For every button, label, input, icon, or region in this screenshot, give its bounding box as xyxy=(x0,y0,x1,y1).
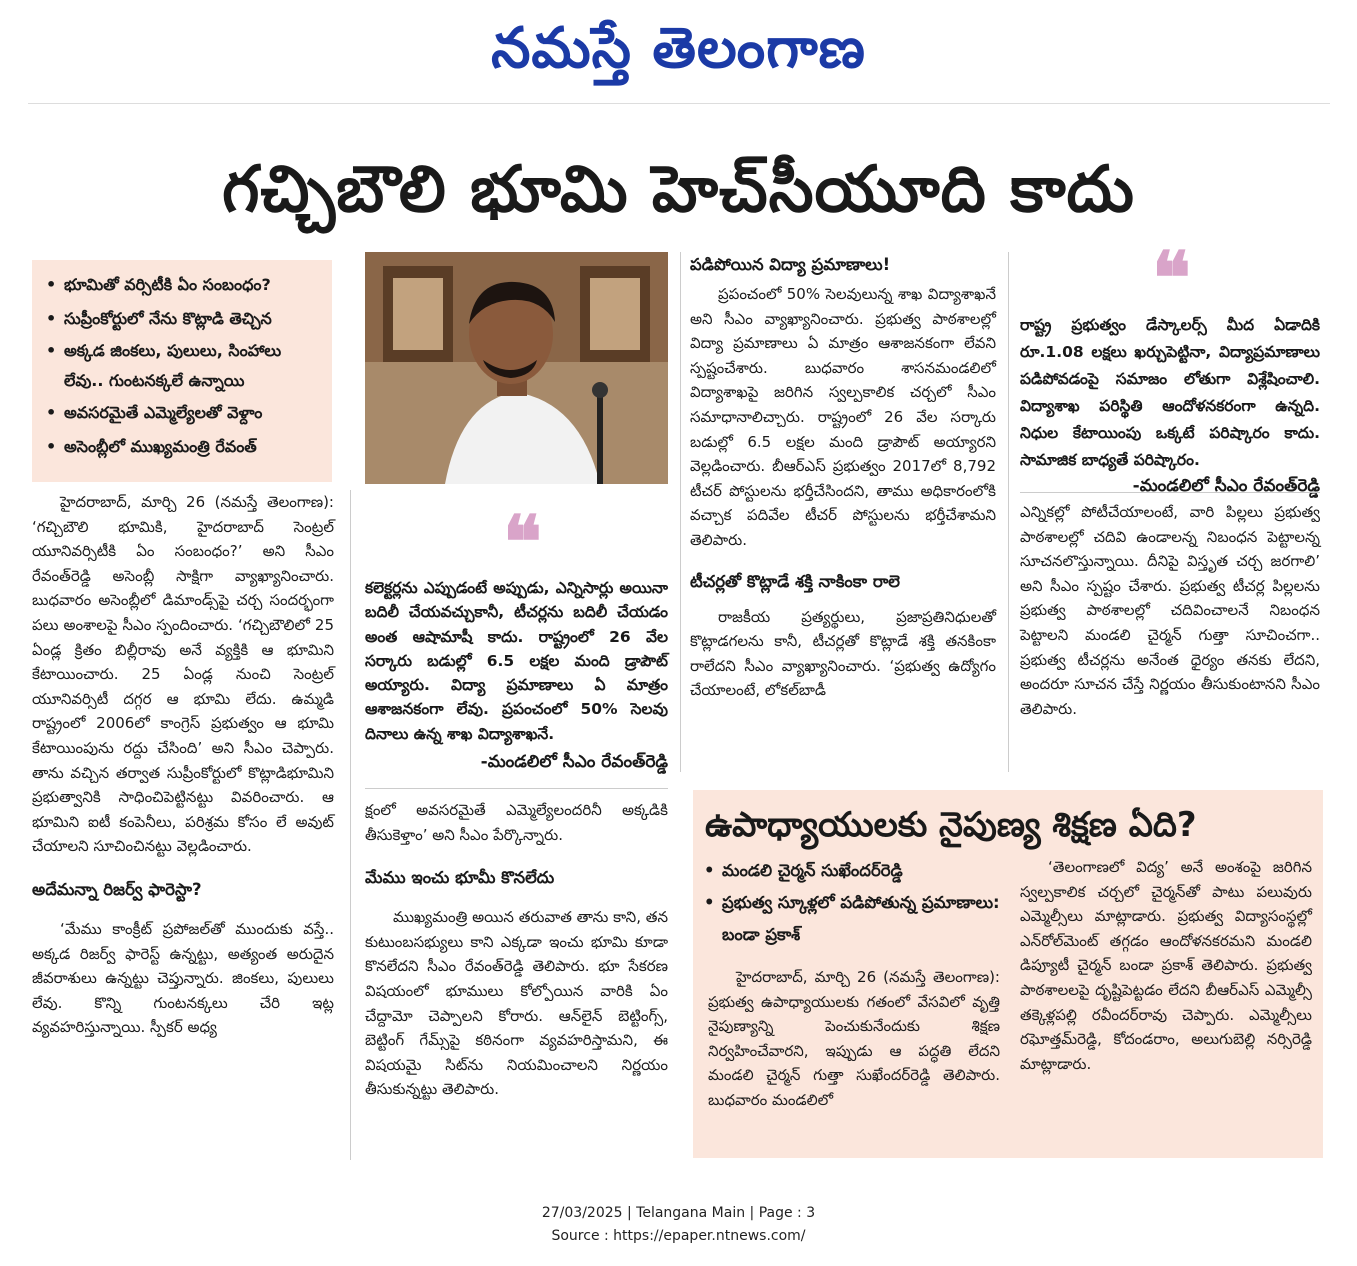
article-paragraph: ‘మేము కాంక్రీట్ ప్రపోజల్‌తో ముందుకు వస్తే.. అక్కడ రిజర్వ్ ఫారెస్ట్ ఉన్నట్టు, అత్యంత అరుదైన జీవరాశులు ఉన్నట్టు చెప్తున్నారు. జింకలు, పులులు లేవు. కొన్ని గుంటనక్కలు చేరి ఇట్ల వ్యవహరిస్తున్నాయి. స్పీకర్ అధ్య xyxy=(32,919,334,1037)
box-bullet-item: • మండలి చైర్మన్ సుఖేందర్‌రెడ్డి xyxy=(700,855,1000,887)
masthead-rule xyxy=(28,103,1330,104)
quote-rule xyxy=(365,788,668,789)
highlight-item: • అవసరమైతే ఎమ్మెల్యేలతో వెళ్దాం xyxy=(42,396,324,430)
quote-icon: ❝ xyxy=(1152,235,1191,320)
column-divider xyxy=(350,490,351,1160)
masthead-logo: నమస్తే తెలంగాణ xyxy=(491,15,866,81)
pull-quote-signature: -మండలిలో సీఎం రేవంత్‌రెడ్డి xyxy=(480,752,668,773)
subheading: మేము ఇంచు భూమీ కొనలేదు xyxy=(365,868,555,888)
box-bullet-item: • ప్రభుత్వ స్కూళ్లలో పడిపోతున్న ప్రమాణాలు: బండా ప్రకాశ్ xyxy=(700,887,1000,951)
article-paragraph: ముఖ్యమంత్రి అయిన తరువాత తాను కాని, తన కుటుంబసభ్యులు కాని ఎక్కడా ఇంచు భూమి కూడా కొనలేదని సీఎం రేవంత్‌రెడ్డి తెలిపారు. భూ సేకరణ విషయంలో భూములు కోల్పోయిన వారికి ఏం చేద్దామో చెప్పాలని కోరారు. ఆన్‌లైన్ బెట్టింగ్స్, బెట్టింగ్ గేమ్స్‌పై కఠినంగా వ్యవహరిస్తామని, ఈ విషయమై సిట్‌ను నియమించాలని నిర్ణయం తీసుకున్నట్టు తెలిపారు. xyxy=(365,908,668,1099)
subheading: టీచర్లతో కొట్లాడే శక్తి నాకింకా రాలె xyxy=(690,571,901,591)
footer-date-line: 27/03/2025 | Telangana Main | Page : 3 xyxy=(541,1205,816,1221)
pull-quote-text: కలెక్టర్లను ఎప్పుడంటే అప్పుడు, ఎన్నిసార్లు అయినా బదిలీ చేయవచ్చుకానీ, టీచర్లను బదిలీ చేయడం అంత ఆషామాషీ కాదు. రాష్ట్రంలో 26 వేల సర్కారు బడుల్లో 6.5 లక్షల మంది డ్రాపౌట్ అయ్యారు. విద్యా ప్రమాణాలు ఏ మాత్రం ఆశాజనకంగా లేవు. ప్రపంచంలో 50% సెలవు దినాలు ఉన్న శాఖ విద్యాశాఖనే. xyxy=(365,579,668,743)
pull-quote-signature: -మండలిలో సీఎం రేవంత్‌రెడ్డి xyxy=(1132,476,1320,496)
box-column-1 xyxy=(708,965,1000,1113)
column-2 xyxy=(365,798,668,1102)
article-paragraph: రాజకీయ ప్రత్యర్థులు, ప్రజాప్రతినిధులతో కొట్లాడగలను కానీ, టీచర్లతో కొట్లాడే శక్తి తనకింకా రాలేదని సీఎం వ్యాఖ్యానించారు. ‘ప్రభుత్వ ఉద్యోగం చేయాలంటే, లోకల్‌బాడీ xyxy=(690,607,996,700)
cm-photo xyxy=(365,252,668,484)
pull-quote-block xyxy=(1020,235,1320,500)
column-divider xyxy=(1008,252,1009,772)
pull-quote-text: రాష్ట్ర ప్రభుత్వం డేస్కాలర్స్ మీద ఏడాదికి రూ.1.08 లక్షలు ఖర్చుపెట్టినా, విద్యాప్రమాణాలు పడిపోవడంపై సమాజం లోతుగా విశ్లేషించాలి. విద్యాశాఖ పరిస్థితి ఆందోళనకరంగా ఉన్నది. నిధుల కేటాయింపు ఒక్కటే పరిష్కారం కాదు. సామాజిక బాధ్యతే పరిష్కారం. xyxy=(1020,316,1320,469)
highlight-item: • సుప్రీంకోర్టులో నేను కొట్లాడి తెచ్చిన xyxy=(42,302,324,336)
article-paragraph: ‘తెలంగాణలో విద్య’ అనే అంశంపై జరిగిన స్వల్పకాలిక చర్చలో చైర్మన్‌తో పాటు పలువురు ఎమ్మెల్సీలు మాట్లాడారు. ప్రభుత్వ విద్యాసంస్థల్లో ఎన్‌రోల్‌మెంట్ తగ్గడం ఆందోళనకరమని మండలి డిప్యూటీ చైర్మన్ బండా ప్రకాశ్ తెలిపారు. ప్రభుత్వ పాఠశాలలపై దృష్టిపెట్టడం లేదని బీఆర్‌ఎస్ ఎమ్మెల్సీ తక్కెళ్లపల్లి రవీందర్‌రావు చెప్పారు. ఎమ్మెల్సీలు రఘోత్తమ్‌రెడ్డి, కోదండరాం, అలుగుబెల్లి నర్సిరెడ్డి మాట్లాడారు. xyxy=(1020,858,1312,1073)
box-column-2 xyxy=(1020,855,1312,1076)
highlight-item: • అక్కడ జింకలు, పులులు, సింహాలు లేవు.. గుంటనక్కలే ఉన్నాయి xyxy=(42,336,324,396)
subheading: పడిపోయిన విద్యా ప్రమాణాలు! xyxy=(690,255,891,274)
article-paragraph: హైదరాబాద్, మార్చి 26 (నమస్తే తెలంగాణ): ప్రభుత్వ ఉపాధ్యాయులకు గతంలో వేసవిలో వృత్తి నైపుణ్యాన్ని పెంచుకునేందుకు శిక్షణ నిర్వహించేవారని, ఇప్పుడు ఆ పద్ధతి లేదని మండలి చైర్మన్ గుత్తా సుఖేందర్‌రెడ్డి తెలిపారు. బుధవారం మండలిలో xyxy=(708,968,1000,1109)
box-bullets xyxy=(700,855,1000,951)
footer-source-line: Source : https://epaper.ntnews.com/ xyxy=(551,1228,806,1244)
highlight-item: • భూమితో వర్సిటీకి ఏం సంబంధం? xyxy=(42,268,324,302)
article-paragraph: ప్రపంచంలో 50% సెలవులున్న శాఖ విద్యాశాఖనే అని సీఎం వ్యాఖ్యానించారు. ప్రభుత్వ పాఠశాలల్లో విద్యా ప్రమాణాలు ఏ మాత్రం ఆశాజనకంగా లేవని స్పష్టంచేశారు. బుధవారం శాసనమండలిలో విద్యాశాఖపై జరిగిన స్వల్పకాలిక చర్చలో సీఎం సమాధానాలిచ్చారు. రాష్ట్రంలో 26 వేల సర్కారు బడుల్లో 6.5 లక్షల మంది డ్రాపౌట్ అయ్యారని వెల్లడించారు. బీఆర్‌ఎస్ ప్రభుత్వం 2017లో 8,792 టీచర్ పోస్టులను భర్తీచేసిందని, తాము అధికారంలోకి వచ్చాక పదివేల టీచర్ పోస్టులను భర్తీచేశామని తెలిపారు. xyxy=(690,285,996,549)
subheading: అదేమన్నా రిజర్వ్ ఫారెస్టా? xyxy=(32,879,202,899)
column-1 xyxy=(32,490,334,1040)
article-paragraph: క్షంలో అవసరమైతే ఎమ్మెల్యేలందరినీ అక్కడికి తీసుకెళ్తాం’ అని సీఎం పేర్కొన్నారు. xyxy=(365,801,668,844)
highlight-item: • అసెంబ్లీలో ముఖ్యమంత్రి రేవంత్ xyxy=(42,430,324,464)
highlights-box xyxy=(32,260,332,482)
box-headline: ఉపాధ్యాయులకు నైపుణ్య శిక్షణ ఏది? xyxy=(705,805,1197,845)
article-paragraph: హైదరాబాద్, మార్చి 26 (నమస్తే తెలంగాణ): ‘గచ్చిబౌలి భూమికి, హైదరాబాద్ సెంట్రల్ యూనివర్సిటీకి ఏం సంబంధం?’ అని సీఎం రేవంత్‌రెడ్డి అసెంబ్లీ సాక్షిగా వ్యాఖ్యానించారు. బుధవారం అసెంబ్లీలో డిమాండ్స్‌పై చర్చ సందర్భంగా పలు అంశాలపై సీఎం స్పందించారు. ‘గచ్చిబౌలిలో 25 ఏండ్ల క్రితం బిల్లీరావు అనే వ్యక్తికి ఆ భూమిని కేటాయించారు. 25 ఏండ్ల నుంచి సెంట్రల్ యూనివర్సిటీ దగ్గర ఆ భూమి లేదు. ఉమ్మడి రాష్ట్రంలో 2006లో కాంగ్రెస్ ప్రభుత్వం ఆ భూమి కేటాయింపును రద్దు చేసింది’ అని సీఎం చెప్పారు. తాను వచ్చిన తర్వాత సుప్రీంకోర్టులో కొట్లాడిభూమిని ప్రభుత్వానికి సాధించిపెట్టినట్టు వివరించారు. ఆ భూమిని ఐటీ కంపెనీలు, పరిశ్రమ కోసం లే అవుట్ చేయాలని సూచించినట్టు వెల్లడించారు. xyxy=(32,493,334,856)
quote-rule xyxy=(1020,492,1320,493)
column-4 xyxy=(1020,500,1320,721)
pull-quote-block xyxy=(365,499,668,776)
article-paragraph: ఎన్నికల్లో పోటీచేయాలంటే, వారి పిల్లలు ప్రభుత్వ పాఠశాలల్లో చదివి ఉండాలన్న నిబంధన పెట్టాలన్న సూచనలొస్తున్నాయి. దీనిపై విస్తృత చర్చ జరగాలి’ అని సీఎం స్పష్టం చేశారు. ప్రభుత్వ టీచర్ల పిల్లలను ప్రభుత్వ పాఠశాలల్లో చదివించాలనే నిబంధన పెట్టాలని మండలి చైర్మన్ గుత్తా సూచించగా.. ప్రభుత్వ టీచర్లను అనేంత ధైర్యం తనకు లేదని, అందరూ సూచన చేస్తే నిర్ణయం తీసుకుంటానని సీఎం తెలిపారు. xyxy=(1020,503,1320,718)
column-divider xyxy=(680,252,681,772)
column-3 xyxy=(690,252,996,703)
quote-icon: ❝ xyxy=(503,499,542,584)
page-headline: గచ్చిబౌలి భూమి హెచ్‌సీయూది కాదు xyxy=(222,153,1135,227)
